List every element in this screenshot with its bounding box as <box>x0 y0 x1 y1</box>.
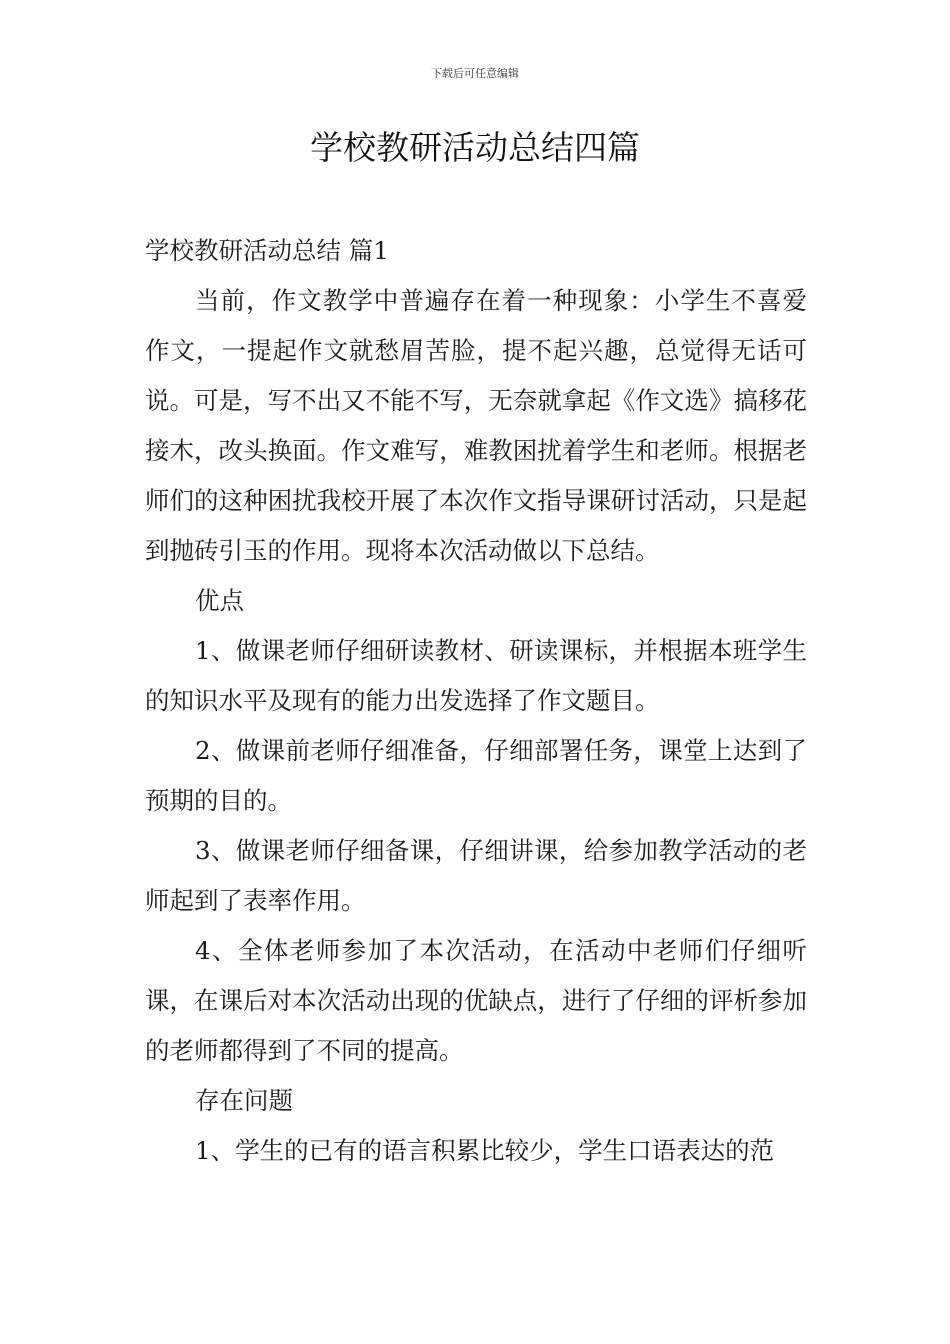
problem-item-1: 1、学生的已有的语言积累比较少，学生口语表达的范 <box>195 1136 775 1165</box>
advantage-item-2: 2、做课前老师仔细准备，仔细部署任务，课堂上达到了预期的目的。 <box>145 736 807 815</box>
intro-paragraph: 当前，作文教学中普遍存在着一种现象：小学生不喜爱作文，一提起作文就愁眉苦脸，提不起兴趣，总觉得无话可说。可是，写不出又不能不写，无奈就拿起《作文选》搞移花接木，改头换面。作文难写，难教困扰着学生和老师。根据老师们的这种困扰我校开展了本次作文指导课研讨活动，只是起到抛砖引玉的作用。现将本次活动做以下总结。 <box>145 286 807 565</box>
advantage-item-1: 1、做课老师仔细研读教材、研读课标，并根据本班学生的知识水平及现有的能力出发选择了作文题目。 <box>145 636 807 715</box>
document-body <box>145 226 807 1176</box>
document-title: 学校教研活动总结四篇 <box>310 128 640 167</box>
advantage-item-3: 3、做课老师仔细备课，仔细讲课，给参加教学活动的老师起到了表率作用。 <box>145 836 807 915</box>
advantage-item-4: 4、全体老师参加了本次活动，在活动中老师们仔细听课，在课后对本次活动出现的优缺点，进行了仔细的评析参加的老师都得到了不同的提高。 <box>145 936 807 1065</box>
subheading-problems: 存在问题 <box>195 1086 293 1115</box>
section-heading: 学校教研活动总结 篇1 <box>145 236 389 265</box>
header-note: 下载后可任意编辑 <box>431 67 519 80</box>
subheading-advantages: 优点 <box>195 586 244 615</box>
